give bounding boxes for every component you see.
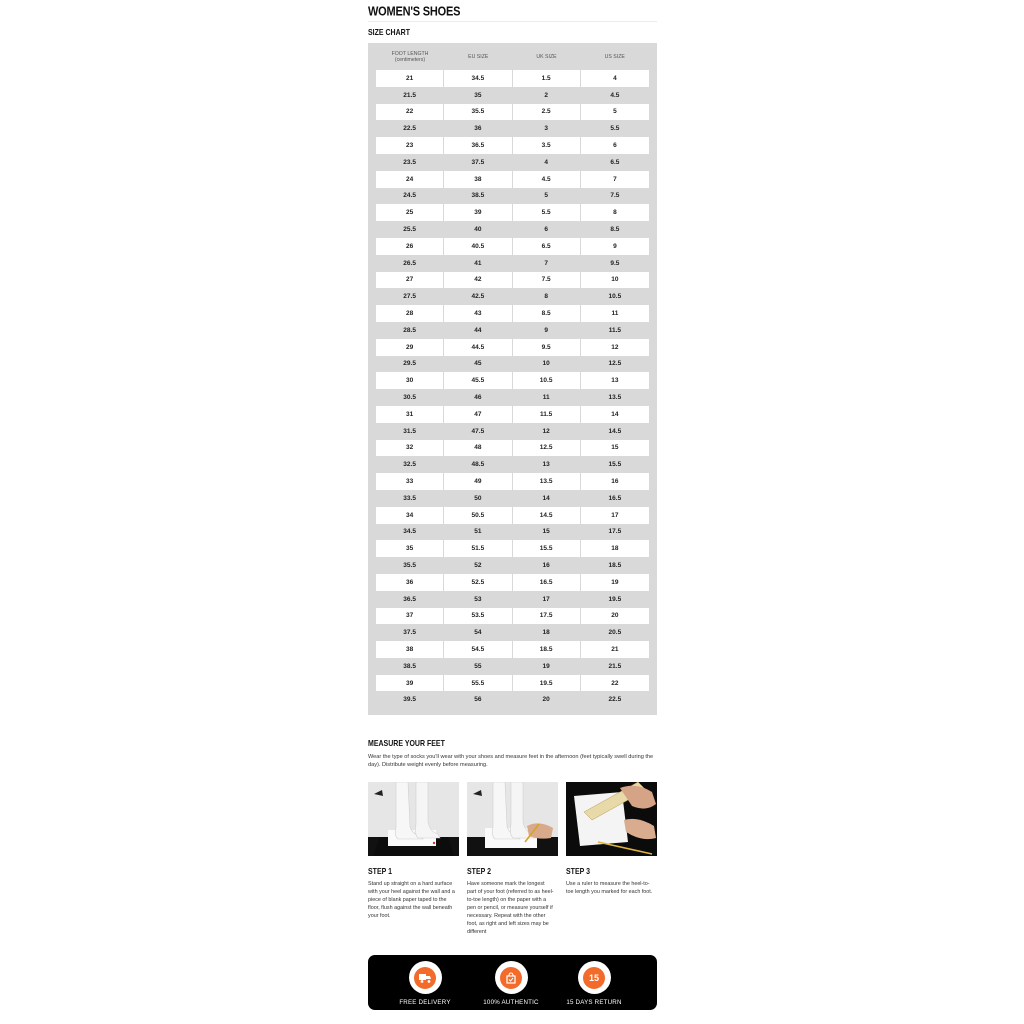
step-1-label: STEP 1 <box>368 868 392 877</box>
table-row <box>376 255 649 272</box>
us-size-cell: 9.5 <box>581 255 649 272</box>
eu-size-cell: 40.5 <box>444 238 512 255</box>
foot-length-cell: 36 <box>376 574 444 591</box>
foot-length-cell: 27.5 <box>376 288 444 305</box>
step-2-text: Have someone mark the longest part of your foot (referred to as heel-to-toe length) on the paper with a pen or pencil, or measure yourself if necessary. Repeat with the other foot, as right and left sizes may be different <box>467 881 554 935</box>
us-size-cell: 17 <box>581 507 649 524</box>
table-row <box>376 104 649 121</box>
uk-size-cell: 13 <box>513 456 581 473</box>
uk-size-cell: 5 <box>513 188 581 205</box>
foot-length-cell: 24.5 <box>376 188 444 205</box>
us-size-cell: 11.5 <box>581 322 649 339</box>
foot-length-cell: 21.5 <box>376 87 444 104</box>
uk-size-cell: 6.5 <box>513 238 581 255</box>
uk-size-cell: 2.5 <box>513 104 581 121</box>
eu-size-cell: 50.5 <box>444 507 512 524</box>
us-size-cell: 21.5 <box>581 658 649 675</box>
table-row <box>376 473 649 490</box>
uk-size-cell: 4 <box>513 154 581 171</box>
us-size-cell: 16.5 <box>581 490 649 507</box>
eu-size-cell: 44 <box>444 322 512 339</box>
uk-size-cell: 17.5 <box>513 608 581 625</box>
us-size-cell: 10.5 <box>581 288 649 305</box>
foot-length-cell: 38.5 <box>376 658 444 675</box>
badge-label: 100% AUTHENTIC <box>483 999 539 1006</box>
foot-length-cell: 30.5 <box>376 389 444 406</box>
badge-label: FREE DELIVERY <box>399 999 451 1006</box>
eu-size-cell: 55.5 <box>444 675 512 692</box>
eu-size-cell: 35 <box>444 87 512 104</box>
eu-size-cell: 45 <box>444 356 512 373</box>
foot-length-cell: 29.5 <box>376 356 444 373</box>
table-row <box>376 641 649 658</box>
us-size-cell: 18 <box>581 540 649 557</box>
uk-size-cell: 17 <box>513 591 581 608</box>
table-row <box>376 305 649 322</box>
step-3-text: Use a ruler to measure the heel-to-toe length you marked for each foot. <box>566 881 653 895</box>
us-size-cell: 5.5 <box>581 120 649 137</box>
foot-length-cell: 28 <box>376 305 444 322</box>
us-size-cell: 18.5 <box>581 557 649 574</box>
foot-length-cell: 22.5 <box>376 120 444 137</box>
eu-size-cell: 42 <box>444 272 512 289</box>
uk-size-cell: 15 <box>513 524 581 541</box>
us-size-cell: 22.5 <box>581 691 649 708</box>
uk-size-cell: 18 <box>513 624 581 641</box>
us-size-cell: 17.5 <box>581 524 649 541</box>
uk-size-cell: 8.5 <box>513 305 581 322</box>
table-row <box>376 440 649 457</box>
eu-size-cell: 48 <box>444 440 512 457</box>
uk-size-cell: 4.5 <box>513 171 581 188</box>
foot-length-cell: 39.5 <box>376 691 444 708</box>
eu-size-cell: 45.5 <box>444 372 512 389</box>
foot-length-cell: 37.5 <box>376 624 444 641</box>
us-size-cell: 14 <box>581 406 649 423</box>
steps-section <box>368 782 657 942</box>
column-header-us-size: US SIZE <box>604 53 625 60</box>
uk-size-cell: 11 <box>513 389 581 406</box>
eu-size-cell: 56 <box>444 691 512 708</box>
foot-length-cell: 23.5 <box>376 154 444 171</box>
eu-size-cell: 52 <box>444 557 512 574</box>
us-size-cell: 13 <box>581 372 649 389</box>
table-row <box>376 507 649 524</box>
eu-size-cell: 39 <box>444 204 512 221</box>
foot-length-cell: 37 <box>376 608 444 625</box>
foot-length-cell: 35.5 <box>376 557 444 574</box>
section-title-measure: MEASURE YOUR FEET <box>368 740 445 749</box>
foot-length-cell: 31 <box>376 406 444 423</box>
eu-size-cell: 52.5 <box>444 574 512 591</box>
us-size-cell: 22 <box>581 675 649 692</box>
uk-size-cell: 10.5 <box>513 372 581 389</box>
eu-size-cell: 47 <box>444 406 512 423</box>
table-row <box>376 389 649 406</box>
uk-size-cell: 7 <box>513 255 581 272</box>
us-size-cell: 20 <box>581 608 649 625</box>
us-size-cell: 15 <box>581 440 649 457</box>
table-row <box>376 288 649 305</box>
us-size-cell: 14.5 <box>581 423 649 440</box>
eu-size-cell: 35.5 <box>444 104 512 121</box>
foot-length-cell: 22 <box>376 104 444 121</box>
us-size-cell: 19.5 <box>581 591 649 608</box>
eu-size-cell: 40 <box>444 221 512 238</box>
eu-size-cell: 41 <box>444 255 512 272</box>
uk-size-cell: 5.5 <box>513 204 581 221</box>
table-row <box>376 624 649 641</box>
title-divider <box>368 21 657 22</box>
table-row <box>376 406 649 423</box>
eu-size-cell: 51.5 <box>444 540 512 557</box>
badge-return <box>554 961 634 1006</box>
table-row <box>376 221 649 238</box>
table-row <box>376 137 649 154</box>
uk-size-cell: 7.5 <box>513 272 581 289</box>
step-3-photo <box>566 782 657 856</box>
table-row <box>376 591 649 608</box>
uk-size-cell: 1.5 <box>513 70 581 87</box>
eu-size-cell: 36.5 <box>444 137 512 154</box>
eu-size-cell: 38.5 <box>444 188 512 205</box>
column-header-foot-length: FOOT LENGTH (centimeters) <box>391 50 429 63</box>
uk-size-cell: 9 <box>513 322 581 339</box>
us-size-cell: 8 <box>581 204 649 221</box>
foot-length-cell: 36.5 <box>376 591 444 608</box>
badge-free-delivery <box>385 961 465 1006</box>
us-size-cell: 12 <box>581 339 649 356</box>
us-size-cell: 15.5 <box>581 456 649 473</box>
foot-length-cell: 30 <box>376 372 444 389</box>
table-row <box>376 691 649 708</box>
column-header-uk-size: UK SIZE <box>536 53 557 60</box>
eu-size-cell: 51 <box>444 524 512 541</box>
us-size-cell: 7.5 <box>581 188 649 205</box>
eu-size-cell: 50 <box>444 490 512 507</box>
foot-length-cell: 24 <box>376 171 444 188</box>
uk-size-cell: 8 <box>513 288 581 305</box>
table-row <box>376 238 649 255</box>
uk-size-cell: 18.5 <box>513 641 581 658</box>
table-header <box>376 43 649 70</box>
uk-size-cell: 10 <box>513 356 581 373</box>
us-size-cell: 13.5 <box>581 389 649 406</box>
us-size-cell: 6 <box>581 137 649 154</box>
column-header-eu-size: EU SIZE <box>468 53 489 60</box>
foot-length-cell: 23 <box>376 137 444 154</box>
us-size-cell: 4 <box>581 70 649 87</box>
table-row <box>376 658 649 675</box>
foot-length-cell: 21 <box>376 70 444 87</box>
foot-length-cell: 29 <box>376 339 444 356</box>
table-row <box>376 372 649 389</box>
eu-size-cell: 47.5 <box>444 423 512 440</box>
foot-length-cell: 34 <box>376 507 444 524</box>
foot-length-cell: 27 <box>376 272 444 289</box>
eu-size-cell: 53 <box>444 591 512 608</box>
foot-length-cell: 35 <box>376 540 444 557</box>
uk-size-cell: 3 <box>513 120 581 137</box>
uk-size-cell: 12 <box>513 423 581 440</box>
foot-length-cell: 26 <box>376 238 444 255</box>
uk-size-cell: 13.5 <box>513 473 581 490</box>
foot-length-cell: 32 <box>376 440 444 457</box>
foot-length-cell: 34.5 <box>376 524 444 541</box>
us-size-cell: 6.5 <box>581 154 649 171</box>
eu-size-cell: 42.5 <box>444 288 512 305</box>
table-row <box>376 356 649 373</box>
us-size-cell: 10 <box>581 272 649 289</box>
table-row <box>376 322 649 339</box>
foot-length-cell: 33 <box>376 473 444 490</box>
return-15-icon: 15 <box>583 967 605 989</box>
eu-size-cell: 36 <box>444 120 512 137</box>
eu-size-cell: 49 <box>444 473 512 490</box>
table-row <box>376 574 649 591</box>
table-row <box>376 154 649 171</box>
us-size-cell: 12.5 <box>581 356 649 373</box>
eu-size-cell: 54 <box>444 624 512 641</box>
table-row <box>376 188 649 205</box>
table-row <box>376 675 649 692</box>
step-3-label: STEP 3 <box>566 868 590 877</box>
foot-length-cell: 33.5 <box>376 490 444 507</box>
eu-size-cell: 34.5 <box>444 70 512 87</box>
uk-size-cell: 14.5 <box>513 507 581 524</box>
uk-size-cell: 16 <box>513 557 581 574</box>
benefits-banner <box>368 955 657 1010</box>
step-1-text: Stand up straight on a hard surface with your heel against the wall and a piece of blank paper taped to the floor, flush against the wall beneath your foot. <box>368 881 455 919</box>
table-row <box>376 456 649 473</box>
uk-size-cell: 14 <box>513 490 581 507</box>
page-title: WOMEN'S SHOES <box>368 5 461 19</box>
table-body <box>376 70 649 708</box>
foot-length-cell: 28.5 <box>376 322 444 339</box>
uk-size-cell: 11.5 <box>513 406 581 423</box>
uk-size-cell: 2 <box>513 87 581 104</box>
table-row <box>376 540 649 557</box>
us-size-cell: 16 <box>581 473 649 490</box>
eu-size-cell: 37.5 <box>444 154 512 171</box>
badge-label: 15 DAYS RETURN <box>566 999 622 1006</box>
eu-size-cell: 46 <box>444 389 512 406</box>
us-size-cell: 21 <box>581 641 649 658</box>
eu-size-cell: 44.5 <box>444 339 512 356</box>
uk-size-cell: 19.5 <box>513 675 581 692</box>
foot-length-cell: 39 <box>376 675 444 692</box>
uk-size-cell: 3.5 <box>513 137 581 154</box>
eu-size-cell: 55 <box>444 658 512 675</box>
table-row <box>376 120 649 137</box>
table-row <box>376 557 649 574</box>
table-row <box>376 490 649 507</box>
foot-length-cell: 25 <box>376 204 444 221</box>
uk-size-cell: 16.5 <box>513 574 581 591</box>
foot-length-cell: 26.5 <box>376 255 444 272</box>
us-size-cell: 8.5 <box>581 221 649 238</box>
us-size-cell: 4.5 <box>581 87 649 104</box>
uk-size-cell: 15.5 <box>513 540 581 557</box>
us-size-cell: 5 <box>581 104 649 121</box>
eu-size-cell: 43 <box>444 305 512 322</box>
eu-size-cell: 48.5 <box>444 456 512 473</box>
table-row <box>376 608 649 625</box>
us-size-cell: 20.5 <box>581 624 649 641</box>
badge-authentic <box>471 961 551 1006</box>
table-row <box>376 339 649 356</box>
table-row <box>376 204 649 221</box>
foot-length-cell: 25.5 <box>376 221 444 238</box>
eu-size-cell: 38 <box>444 171 512 188</box>
eu-size-cell: 53.5 <box>444 608 512 625</box>
size-chart-table <box>368 43 657 715</box>
uk-size-cell: 20 <box>513 691 581 708</box>
uk-size-cell: 9.5 <box>513 339 581 356</box>
us-size-cell: 9 <box>581 238 649 255</box>
authentic-bag-icon <box>500 967 522 989</box>
eu-size-cell: 54.5 <box>444 641 512 658</box>
table-row <box>376 87 649 104</box>
table-row <box>376 423 649 440</box>
foot-length-cell: 32.5 <box>376 456 444 473</box>
step-2-photo <box>467 782 558 856</box>
step-2-label: STEP 2 <box>467 868 491 877</box>
uk-size-cell: 12.5 <box>513 440 581 457</box>
us-size-cell: 7 <box>581 171 649 188</box>
us-size-cell: 19 <box>581 574 649 591</box>
us-size-cell: 11 <box>581 305 649 322</box>
table-row <box>376 524 649 541</box>
section-title-size-chart: SIZE CHART <box>368 29 410 38</box>
delivery-icon <box>414 967 436 989</box>
measure-instructions: Wear the type of socks you'll wear with your shoes and measure feet in the afternoon (feet typically swell during the day). Distribute weight evenly before measuring. <box>368 754 654 768</box>
foot-length-cell: 31.5 <box>376 423 444 440</box>
table-row <box>376 171 649 188</box>
uk-size-cell: 19 <box>513 658 581 675</box>
uk-size-cell: 6 <box>513 221 581 238</box>
table-row <box>376 70 649 87</box>
step-1-photo <box>368 782 459 856</box>
table-row <box>376 272 649 289</box>
foot-length-cell: 38 <box>376 641 444 658</box>
